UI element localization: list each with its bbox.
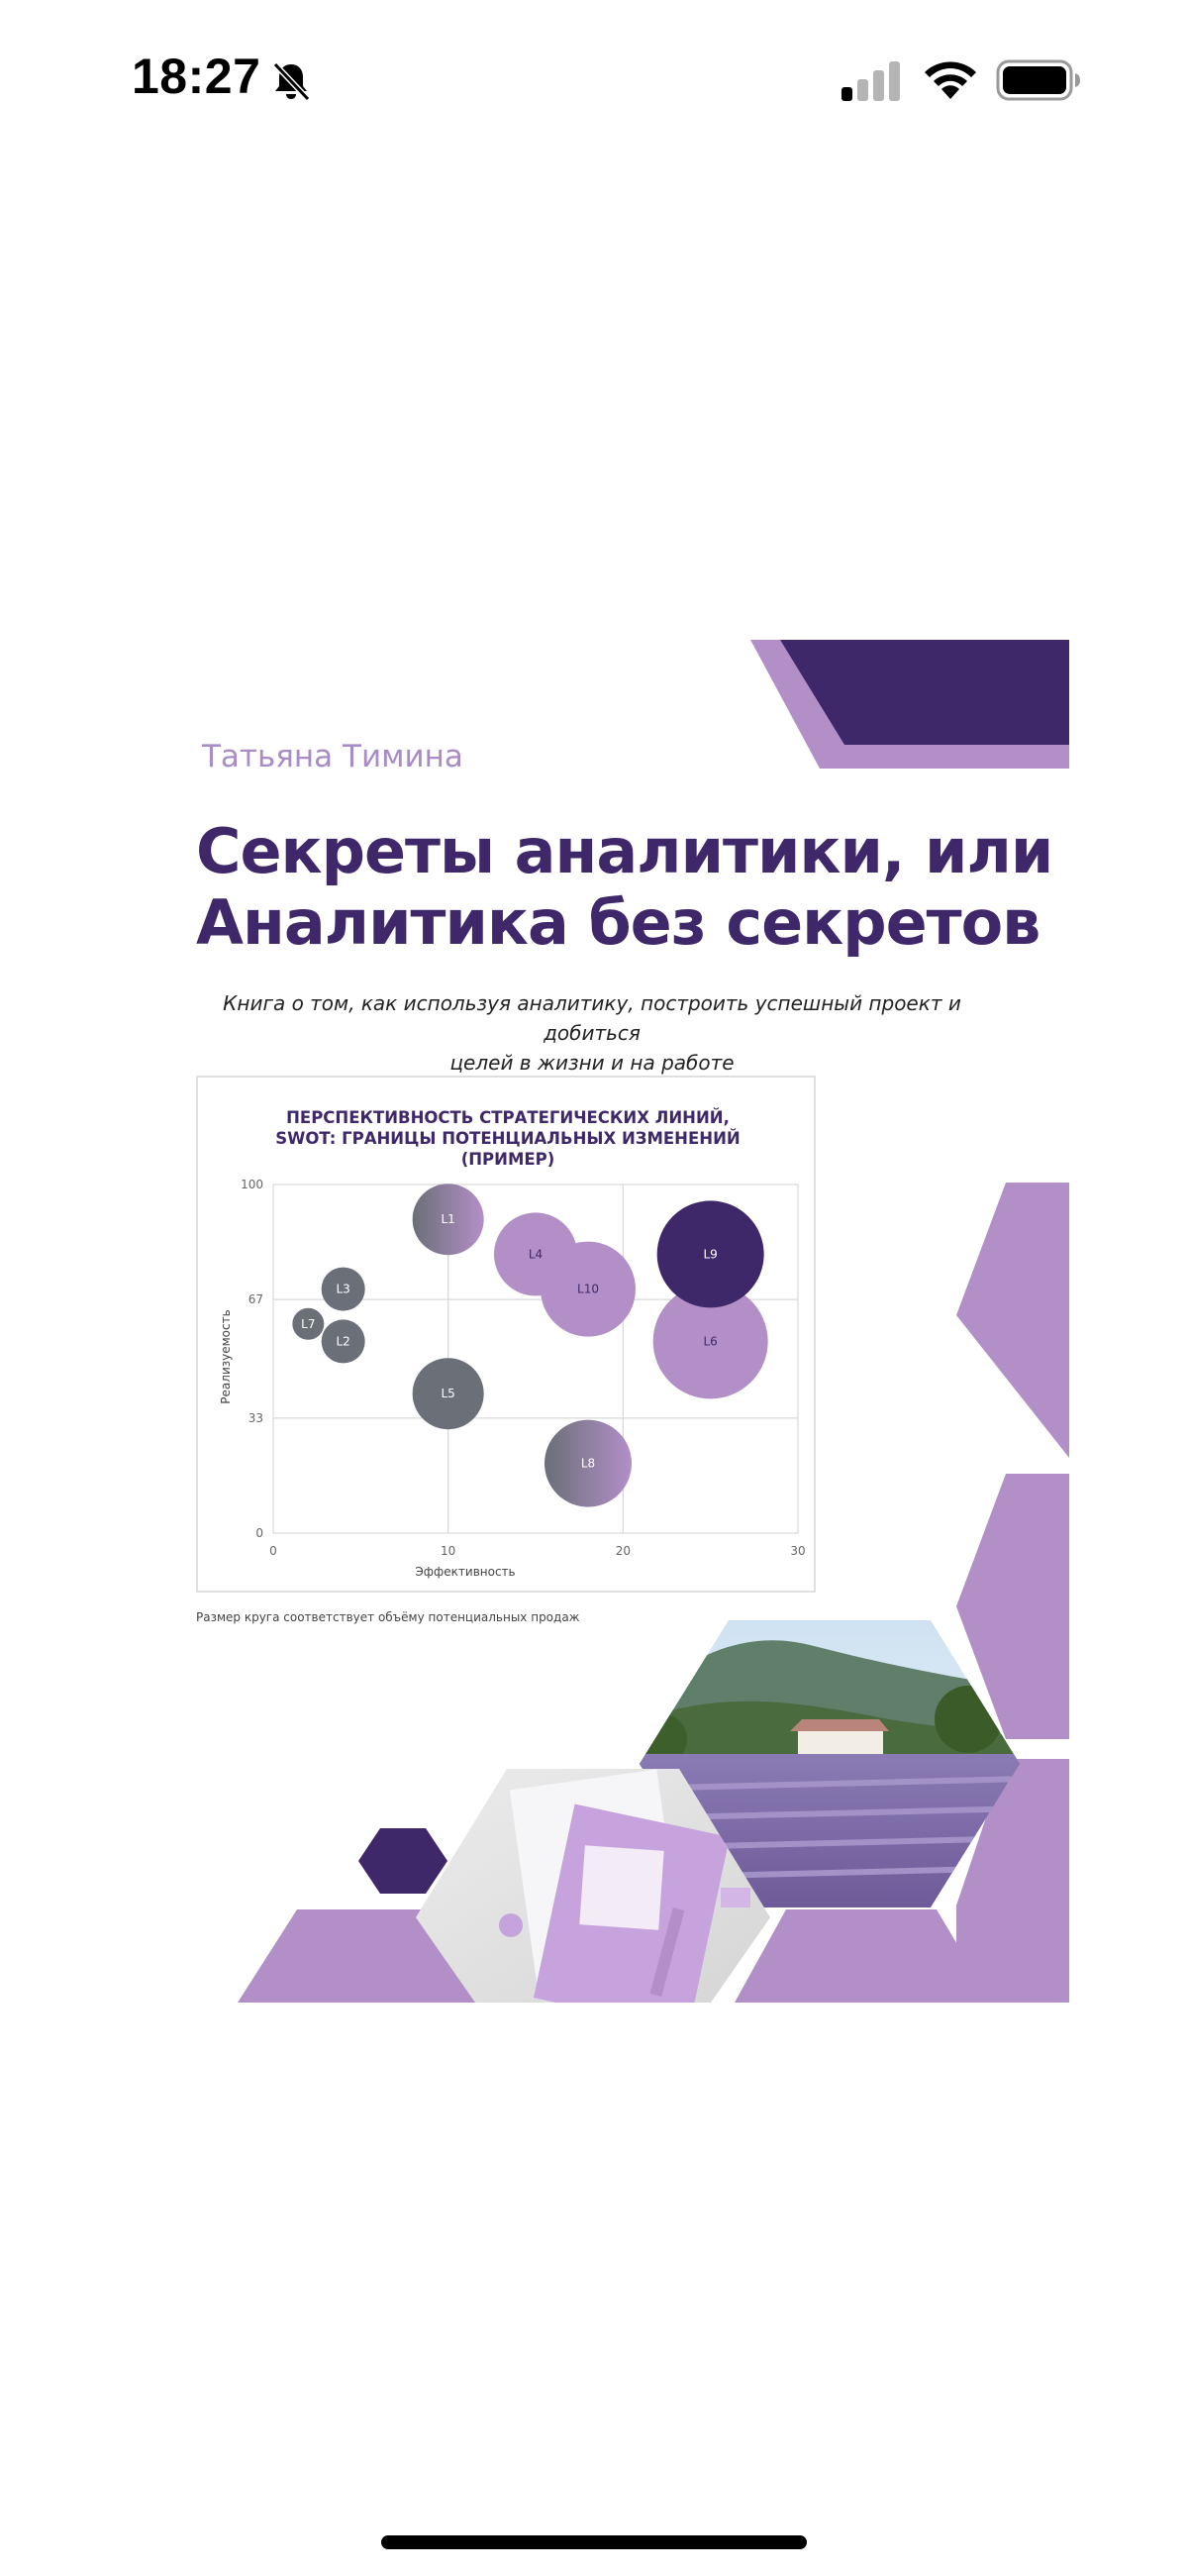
cellular-signal-icon [842,61,903,101]
book-subtitle [196,988,988,1078]
y-axis-label: Реализуемость [219,1309,233,1404]
status-bar [0,0,1188,158]
chart-note: Размер круга соответствует объёму потенциальных продаж [196,1610,580,1624]
chart-title-line-2: SWOT: ГРАНИЦЫ ПОТЕНЦИАЛЬНЫХ ИЗМЕНЕНИЙ [275,1129,741,1148]
bubble-l5 [413,1358,484,1429]
chart-title-line-1: ПЕРСПЕКТИВНОСТЬ СТРАТЕГИЧЕСКИХ ЛИНИЙ, [286,1108,730,1127]
bubble-label: L9 [703,1247,718,1262]
wifi-icon [921,57,980,101]
subtitle-line-2: целей в жизни и на работе [449,1051,735,1075]
title-line-2: Аналитика без секретов [196,886,1040,959]
subtitle-line-1: Книга о том, как используя аналитику, построить успешный проект и добиться [223,991,961,1045]
chart-title-line-3: (ПРИМЕР) [460,1150,555,1169]
bubble-label: L3 [336,1282,350,1296]
y-tick-label: 33 [248,1410,263,1425]
battery-icon [996,59,1081,101]
book-author: Татьяна Тимина [202,739,463,774]
y-tick-label: 67 [248,1292,263,1307]
x-tick-label: 10 [441,1544,456,1558]
bubble-l1 [413,1184,484,1255]
bubble-label: L1 [441,1212,455,1227]
bubble-chart [196,1076,816,1593]
title-line-1: Секреты аналитики, или [196,815,1053,887]
bubble-label: L10 [577,1282,599,1296]
bubble-l7 [292,1308,324,1340]
x-tick-label: 20 [615,1544,631,1558]
x-tick-label: 30 [790,1544,806,1558]
bubble-l10 [541,1242,636,1337]
bubble-label: L4 [528,1247,544,1262]
bubble-label: L6 [703,1334,718,1349]
bubble-l9 [657,1200,764,1307]
x-tick-label: 0 [269,1544,277,1558]
bubble-label: L8 [580,1456,596,1471]
book-title [196,815,1053,959]
y-tick-label: 0 [255,1526,263,1540]
bubble-l3 [322,1268,365,1311]
bubble-label: L2 [336,1334,350,1349]
y-tick-label: 100 [241,1178,263,1191]
bell-slash-icon [269,59,313,103]
home-indicator[interactable] [381,2535,807,2549]
bubble-l2 [322,1319,365,1363]
x-axis-label: Эффективность [415,1565,516,1579]
chart-plot [198,1078,818,1595]
bubble-l8 [544,1420,632,1507]
bubble-label: L7 [301,1316,316,1331]
book-cover [196,640,1069,2003]
status-time: 18:27 [132,49,261,104]
bubble-label: L5 [441,1387,455,1401]
